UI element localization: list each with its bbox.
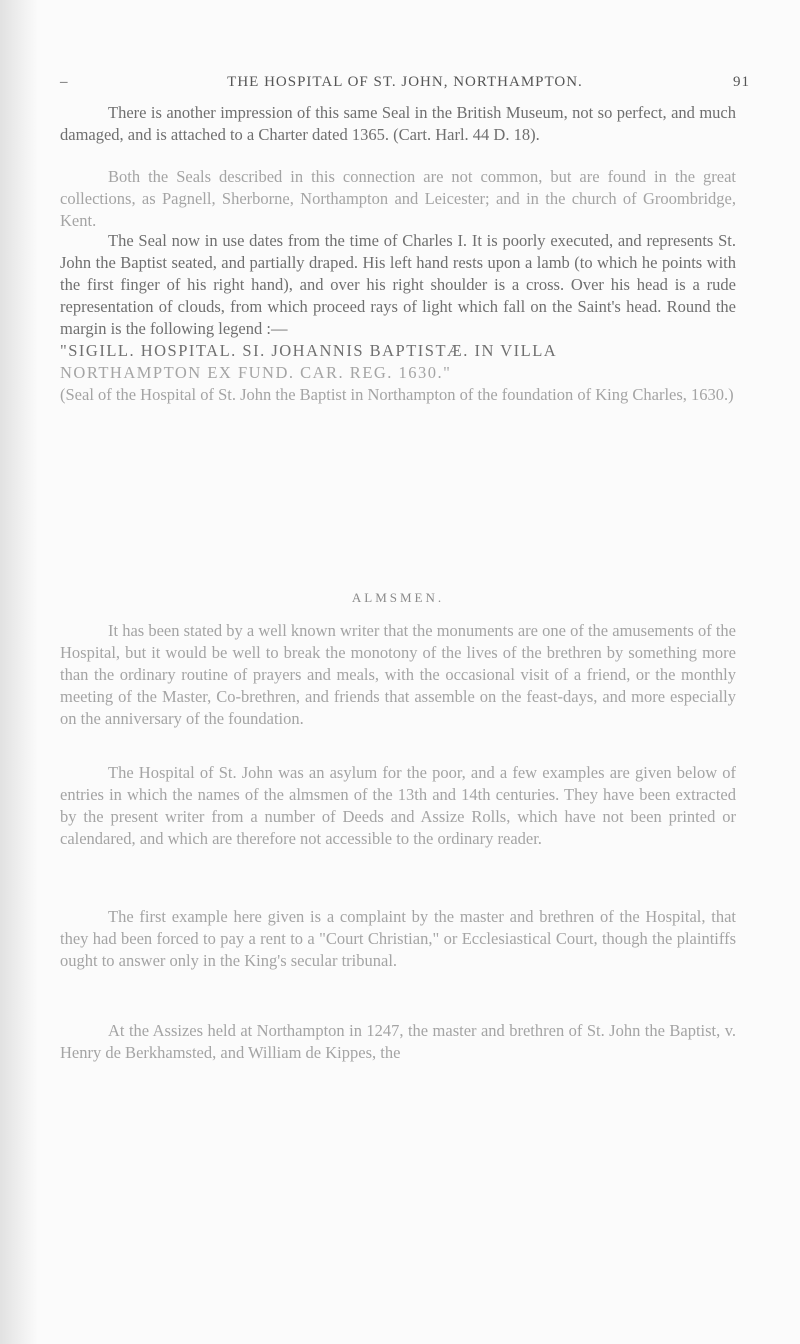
- paragraph-text: Both the Seals described in this connection are not common, but are found in the great collections, as Pagnell, Sherborne, Northampton and Leicester; and in the church of Groombridge, Kent.: [60, 167, 736, 230]
- paragraph-text: The Seal now in use dates from the time of Charles I. It is poorly executed, and represents St. John the Baptist seated, and partially draped. His left hand rests upon a lamb (to which he points with the first finger of his right hand), and over his right shoulder is a cross. Over his head is a rude representation of clouds, from which proceed rays of light which fall on the Saint's head. Round the margin is the following legend :—: [60, 231, 736, 338]
- paragraph-court-complaint: [60, 906, 736, 972]
- paragraph-text: There is another impression of this same Seal in the British Museum, not so perfect, and much damaged, and is attached to a Charter dated 1365. (Cart. Harl. 44 D. 18).: [60, 103, 736, 144]
- paragraph-assizes: [60, 1020, 736, 1064]
- paragraph-seal-museum: [60, 102, 736, 146]
- seal-legend: [60, 340, 736, 384]
- paragraph-almsmen-intro: [60, 620, 736, 730]
- page-number: 91: [733, 74, 750, 90]
- paragraph-text: The Hospital of St. John was an asylum for the poor, and a few examples are given below of entries in which the names of the almsmen of the 13th and 14th centuries. They have been extracted by the present writer from a number of Deeds and Assize Rolls, which have not been printed or calendared, and which are therefore not accessible to the ordinary reader.: [60, 763, 736, 848]
- paragraph-text: At the Assizes held at Northampton in 1247, the master and brethren of St. John the Baptist, v. Henry de Berkhamsted, and William de Kippes, the: [60, 1021, 736, 1062]
- section-title: ALMSMEN.: [351, 590, 445, 605]
- scan-edge-shadow: [0, 0, 38, 1344]
- seal-legend-translation: (Seal of the Hospital of St. John the Baptist in Northampton of the foundation of King Charles, 1630.): [60, 385, 734, 404]
- paragraph-seal-collections: [60, 166, 736, 232]
- paragraph-almsmen-examples: [60, 762, 736, 850]
- paragraph-text: The first example here given is a complaint by the master and brethren of the Hospital, that they had been forced to pay a rent to a "Court Christian," or Ecclesiastical Court, though the plaintiffs ought to answer only in the King's secular tribunal.: [60, 907, 736, 970]
- running-head: [60, 74, 750, 96]
- paragraph-seal-description: [60, 230, 736, 406]
- paragraph-text: It has been stated by a well known writer that the monuments are one of the amusements of the Hospital, but it would be well to break the monotony of the lives of the brethren by something more than the ordinary routine of prayers and meals, with the occasional visit of a friend, or the monthly meeting of the Master, Co-brethren, and friends that assemble on the feast-days, and more especially on the anniversary of the foundation.: [60, 621, 736, 728]
- running-head-dash: –: [60, 74, 69, 90]
- seal-legend-line-1: "SIGILL. HOSPITAL. SI. JOHANNIS BAPTISTÆ. IN VILLA: [60, 341, 558, 360]
- seal-legend-line-2: NORTHAMPTON EX FUND. CAR. REG. 1630.": [60, 363, 452, 382]
- running-head-title: THE HOSPITAL OF ST. JOHN, NORTHAMPTON.: [227, 74, 583, 90]
